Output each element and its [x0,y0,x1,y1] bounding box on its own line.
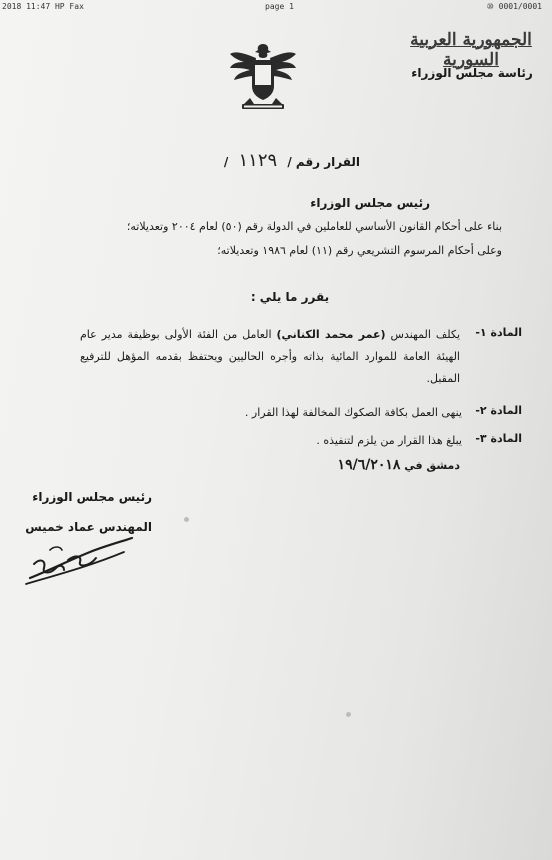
signatory-title: رئيس مجلس الوزراء [32,490,152,504]
article-1-label: المادة ١- [475,326,522,339]
fax-header-left: 2018 11:47 HP Fax [2,2,84,11]
place-date-line [260,457,460,473]
article-1-text-after: العامل من الفئة الأولى بوظيفة مدير عام الهيئة العامة للموارد المائية بذاته وأجره الحاليين ويحتفظ بقدمه المؤهل للترفيع المقبل. [80,328,460,385]
fax-header-right: ⑩ 0001/0001 [486,2,542,11]
punch-hole-mark [346,712,351,717]
decision-number-line [170,150,360,171]
pm-office-title: رئاسة مجلس الوزراء [411,66,533,80]
issuer-heading: رئيس مجلس الوزراء [310,196,430,210]
decision-number: ١١٢٩ [238,150,278,171]
fax-header-page: page 1 [265,2,294,11]
syrian-eagle-emblem-icon [228,40,298,112]
place-label: دمشق في [404,459,460,472]
article-3-text: يبلغ هذا القرار من يلزم لتنفيذه . [316,434,462,447]
handwritten-signature-icon [20,530,140,590]
article-1-text-before: يكلف المهندس [390,328,461,341]
fax-header [0,2,552,14]
article-2-text: ينهى العمل بكافة الصكوك المخالفة لهذا القرار . [244,406,462,419]
article-2-label: المادة ٢- [475,404,522,417]
decision-trailing: / [223,155,229,169]
article-1-person-name: (عمر محمد الكناني) [276,328,386,341]
decides-heading: يقرر ما يلي : [250,290,330,304]
article-1-text [80,324,460,390]
issue-date: ١٩/٦/٢٠١٨ [337,457,401,473]
preamble-line-2: وعلى أحكام المرسوم التشريعي رقم (١١) لعام ١٩٨٦ وتعديلاته؛ [217,244,502,257]
preamble-line-1: بناء على أحكام القانون الأساسي للعاملين في الدولة رقم (٥٠) لعام ٢٠٠٤ وتعديلاته؛ [126,220,502,233]
punch-hole-mark [184,517,189,522]
government-name: الجمهورية العربية السورية [410,30,532,70]
signatory-name: المهندس عماد خميس [25,520,152,534]
article-3-label: المادة ٣- [475,432,522,445]
decision-label: القرار رقم / [287,155,360,169]
